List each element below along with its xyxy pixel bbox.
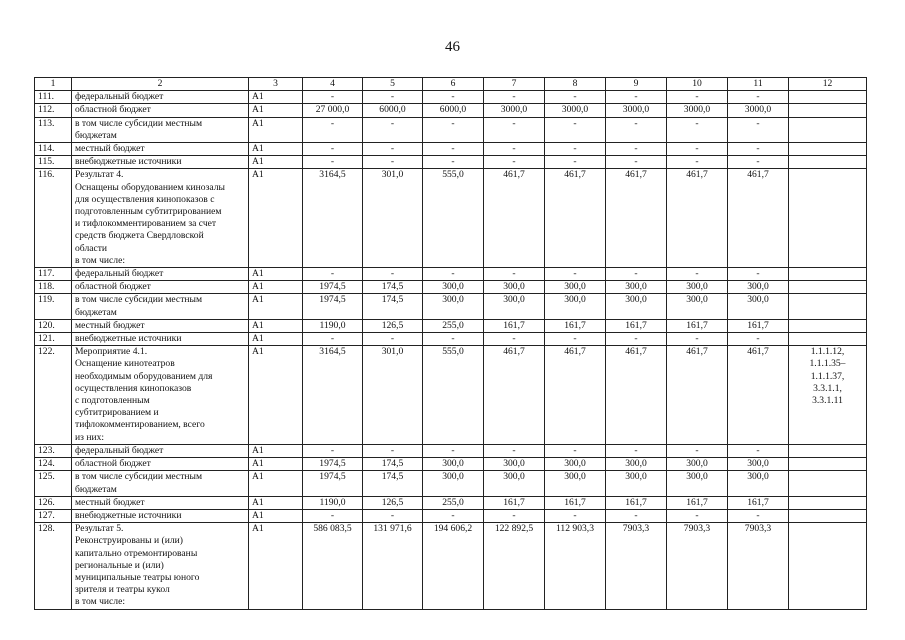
table-row [35, 156, 867, 169]
row-code: А1 [249, 104, 303, 117]
value-cell: 194 606,2 [423, 523, 484, 609]
value-cell: - [303, 509, 363, 522]
table-row [35, 268, 867, 281]
value-cell: 161,7 [606, 319, 667, 332]
row-description: в том числе субсидии местным бюджетам [72, 294, 249, 319]
value-cell: 300,0 [484, 471, 545, 496]
table-body [35, 91, 867, 609]
value-cell: 461,7 [545, 346, 606, 445]
value-cell: 300,0 [423, 281, 484, 294]
row-reference [789, 117, 867, 142]
row-number: 123. [35, 444, 72, 457]
value-cell: - [363, 117, 423, 142]
value-cell: 586 083,5 [303, 523, 363, 609]
value-cell: - [545, 509, 606, 522]
row-reference [789, 143, 867, 156]
value-cell: - [363, 333, 423, 346]
row-description: в том числе субсидии местным бюджетам [72, 471, 249, 496]
value-cell: 300,0 [667, 294, 728, 319]
value-cell: 301,0 [363, 169, 423, 268]
value-cell: - [303, 268, 363, 281]
value-cell: - [303, 117, 363, 142]
table-header-row [35, 78, 867, 91]
value-cell: 300,0 [423, 471, 484, 496]
value-cell: 461,7 [484, 346, 545, 445]
row-code: А1 [249, 268, 303, 281]
row-reference [789, 294, 867, 319]
value-cell: - [484, 333, 545, 346]
value-cell: 1190,0 [303, 496, 363, 509]
row-reference [789, 268, 867, 281]
value-cell: 1190,0 [303, 319, 363, 332]
value-cell: 161,7 [667, 319, 728, 332]
row-number: 122. [35, 346, 72, 445]
header-cell: 3 [249, 78, 303, 91]
row-code: А1 [249, 143, 303, 156]
value-cell: - [545, 143, 606, 156]
row-description: Результат 4. Оснащены оборудованием кинозалы для осуществления кинопоказов с подготовленным субтитрированием и тифлокомментированием за счет средств бюджета Свердловской области в том числе: [72, 169, 249, 268]
value-cell: 300,0 [606, 458, 667, 471]
row-number: 124. [35, 458, 72, 471]
page-number: 46 [445, 39, 460, 55]
value-cell: 3000,0 [484, 104, 545, 117]
value-cell: 122 892,5 [484, 523, 545, 609]
table-row [35, 523, 867, 609]
value-cell: 300,0 [545, 281, 606, 294]
row-description: внебюджетные источники [72, 333, 249, 346]
row-reference [789, 523, 867, 609]
row-number: 127. [35, 509, 72, 522]
row-description: Результат 5. Реконструированы и (или) капитально отремонтированы региональные и (или) муниципальные театры юного зрителя и театры кукол в том числе: [72, 523, 249, 609]
value-cell: 161,7 [484, 319, 545, 332]
value-cell: 3164,5 [303, 346, 363, 445]
value-cell: 161,7 [606, 496, 667, 509]
value-cell: - [484, 143, 545, 156]
row-description: федеральный бюджет [72, 91, 249, 104]
value-cell: 3000,0 [728, 104, 789, 117]
row-description: областной бюджет [72, 104, 249, 117]
row-code: А1 [249, 346, 303, 445]
row-code: А1 [249, 509, 303, 522]
header-cell: 1 [35, 78, 72, 91]
value-cell: 7903,3 [728, 523, 789, 609]
value-cell: - [363, 91, 423, 104]
row-description: областной бюджет [72, 281, 249, 294]
value-cell: 461,7 [606, 169, 667, 268]
value-cell: - [423, 91, 484, 104]
value-cell: 7903,3 [606, 523, 667, 609]
header-cell: 11 [728, 78, 789, 91]
header-cell: 9 [606, 78, 667, 91]
value-cell: 301,0 [363, 346, 423, 445]
value-cell: - [303, 143, 363, 156]
value-cell: 174,5 [363, 281, 423, 294]
row-code: А1 [249, 319, 303, 332]
row-description: внебюджетные источники [72, 156, 249, 169]
value-cell: 161,7 [667, 496, 728, 509]
value-cell: 300,0 [728, 471, 789, 496]
value-cell: 300,0 [484, 458, 545, 471]
value-cell: - [606, 91, 667, 104]
value-cell: - [363, 156, 423, 169]
value-cell: - [728, 91, 789, 104]
row-code: А1 [249, 444, 303, 457]
value-cell: 300,0 [728, 294, 789, 319]
value-cell: - [606, 117, 667, 142]
value-cell: - [606, 156, 667, 169]
value-cell: 131 971,6 [363, 523, 423, 609]
value-cell: 300,0 [423, 458, 484, 471]
value-cell: 255,0 [423, 319, 484, 332]
value-cell: 461,7 [606, 346, 667, 445]
header-cell: 7 [484, 78, 545, 91]
row-number: 118. [35, 281, 72, 294]
row-number: 126. [35, 496, 72, 509]
row-description: внебюджетные источники [72, 509, 249, 522]
value-cell: 555,0 [423, 346, 484, 445]
value-cell: 27 000,0 [303, 104, 363, 117]
value-cell: - [363, 268, 423, 281]
value-cell: 461,7 [545, 169, 606, 268]
value-cell: 300,0 [606, 294, 667, 319]
value-cell: 161,7 [484, 496, 545, 509]
row-reference [789, 104, 867, 117]
value-cell: - [303, 91, 363, 104]
table-row [35, 333, 867, 346]
value-cell: - [363, 143, 423, 156]
row-code: А1 [249, 91, 303, 104]
table-row [35, 444, 867, 457]
row-reference [789, 509, 867, 522]
row-reference [789, 333, 867, 346]
value-cell: 3164,5 [303, 169, 363, 268]
row-number: 111. [35, 91, 72, 104]
value-cell: 3000,0 [667, 104, 728, 117]
value-cell: - [545, 333, 606, 346]
value-cell: 300,0 [667, 471, 728, 496]
value-cell: - [484, 91, 545, 104]
value-cell: - [363, 444, 423, 457]
table-row [35, 458, 867, 471]
table-row [35, 117, 867, 142]
value-cell: 174,5 [363, 471, 423, 496]
value-cell: 161,7 [545, 319, 606, 332]
budget-table [34, 77, 867, 610]
value-cell: 6000,0 [363, 104, 423, 117]
value-cell: 126,5 [363, 319, 423, 332]
value-cell: - [667, 117, 728, 142]
table-row [35, 471, 867, 496]
value-cell: 461,7 [484, 169, 545, 268]
value-cell: 3000,0 [606, 104, 667, 117]
value-cell: - [484, 117, 545, 142]
value-cell: - [423, 444, 484, 457]
row-code: А1 [249, 333, 303, 346]
value-cell: - [728, 444, 789, 457]
value-cell: 1974,5 [303, 294, 363, 319]
value-cell: 1974,5 [303, 458, 363, 471]
row-description: Мероприятие 4.1. Оснащение кинотеатров необходимым оборудованием для осуществления кинопоказов с подготовленным субтитрированием и тифлокомментированием, всего из них: [72, 346, 249, 445]
header-cell: 8 [545, 78, 606, 91]
row-code: А1 [249, 458, 303, 471]
row-reference: 1.1.1.12, 1.1.1.35– 1.1.1.37, 3.3.1.1, 3.3.1.11 [789, 346, 867, 445]
row-reference [789, 458, 867, 471]
value-cell: - [545, 91, 606, 104]
row-reference [789, 281, 867, 294]
value-cell: 461,7 [667, 169, 728, 268]
row-code: А1 [249, 169, 303, 268]
value-cell: 300,0 [545, 471, 606, 496]
value-cell: - [667, 509, 728, 522]
row-number: 128. [35, 523, 72, 609]
table-row [35, 281, 867, 294]
value-cell: 300,0 [606, 471, 667, 496]
value-cell: 161,7 [728, 496, 789, 509]
value-cell: 461,7 [728, 169, 789, 268]
value-cell: 461,7 [667, 346, 728, 445]
value-cell: 300,0 [728, 458, 789, 471]
row-reference [789, 319, 867, 332]
value-cell: - [728, 156, 789, 169]
row-description: областной бюджет [72, 458, 249, 471]
value-cell: - [423, 143, 484, 156]
value-cell: 300,0 [484, 294, 545, 319]
value-cell: 112 903,3 [545, 523, 606, 609]
value-cell: 461,7 [728, 346, 789, 445]
value-cell: 300,0 [728, 281, 789, 294]
value-cell: - [728, 268, 789, 281]
value-cell: - [667, 333, 728, 346]
value-cell: 174,5 [363, 458, 423, 471]
value-cell: - [423, 156, 484, 169]
table-row [35, 169, 867, 268]
row-description: федеральный бюджет [72, 268, 249, 281]
row-reference [789, 444, 867, 457]
value-cell: - [667, 444, 728, 457]
value-cell: 300,0 [667, 281, 728, 294]
value-cell: - [606, 444, 667, 457]
table-row [35, 294, 867, 319]
row-code: А1 [249, 496, 303, 509]
row-reference [789, 156, 867, 169]
value-cell: - [423, 509, 484, 522]
row-number: 117. [35, 268, 72, 281]
value-cell: 3000,0 [545, 104, 606, 117]
header-cell: 4 [303, 78, 363, 91]
value-cell: 174,5 [363, 294, 423, 319]
value-cell: 300,0 [606, 281, 667, 294]
value-cell: - [606, 509, 667, 522]
table-row [35, 319, 867, 332]
value-cell: - [545, 117, 606, 142]
row-number: 116. [35, 169, 72, 268]
row-number: 112. [35, 104, 72, 117]
value-cell: - [728, 117, 789, 142]
value-cell: 300,0 [484, 281, 545, 294]
row-code: А1 [249, 523, 303, 609]
value-cell: - [606, 333, 667, 346]
row-reference [789, 471, 867, 496]
value-cell: - [484, 156, 545, 169]
row-description: в том числе субсидии местным бюджетам [72, 117, 249, 142]
value-cell: - [484, 268, 545, 281]
value-cell: - [667, 268, 728, 281]
value-cell: 300,0 [423, 294, 484, 319]
value-cell: 1974,5 [303, 471, 363, 496]
row-code: А1 [249, 281, 303, 294]
value-cell: - [484, 509, 545, 522]
header-cell: 6 [423, 78, 484, 91]
row-code: А1 [249, 156, 303, 169]
value-cell: - [606, 268, 667, 281]
table-row [35, 143, 867, 156]
value-cell: - [728, 333, 789, 346]
row-description: местный бюджет [72, 143, 249, 156]
value-cell: 300,0 [545, 458, 606, 471]
value-cell: - [303, 444, 363, 457]
value-cell: 300,0 [545, 294, 606, 319]
row-number: 119. [35, 294, 72, 319]
row-reference [789, 91, 867, 104]
value-cell: - [484, 444, 545, 457]
value-cell: - [667, 156, 728, 169]
table-row [35, 91, 867, 104]
row-number: 113. [35, 117, 72, 142]
value-cell: - [606, 143, 667, 156]
value-cell: - [363, 509, 423, 522]
row-code: А1 [249, 471, 303, 496]
row-number: 125. [35, 471, 72, 496]
table-row [35, 509, 867, 522]
value-cell: 1974,5 [303, 281, 363, 294]
row-description: местный бюджет [72, 319, 249, 332]
row-code: А1 [249, 294, 303, 319]
value-cell: - [545, 268, 606, 281]
table-row [35, 496, 867, 509]
value-cell: 7903,3 [667, 523, 728, 609]
value-cell: - [667, 143, 728, 156]
value-cell: - [545, 156, 606, 169]
value-cell: - [728, 143, 789, 156]
value-cell: 6000,0 [423, 104, 484, 117]
row-description: федеральный бюджет [72, 444, 249, 457]
value-cell: - [667, 91, 728, 104]
row-number: 114. [35, 143, 72, 156]
value-cell: 255,0 [423, 496, 484, 509]
value-cell: 161,7 [545, 496, 606, 509]
value-cell: - [545, 444, 606, 457]
value-cell: 300,0 [667, 458, 728, 471]
row-description: местный бюджет [72, 496, 249, 509]
value-cell: - [303, 156, 363, 169]
header-cell: 5 [363, 78, 423, 91]
header-cell: 12 [789, 78, 867, 91]
header-cell: 2 [72, 78, 249, 91]
table-row [35, 104, 867, 117]
value-cell: - [303, 333, 363, 346]
row-number: 120. [35, 319, 72, 332]
row-number: 115. [35, 156, 72, 169]
value-cell: - [423, 268, 484, 281]
value-cell: 555,0 [423, 169, 484, 268]
table-row [35, 346, 867, 445]
value-cell: - [728, 509, 789, 522]
value-cell: - [423, 333, 484, 346]
value-cell: - [423, 117, 484, 142]
header-cell: 10 [667, 78, 728, 91]
value-cell: 161,7 [728, 319, 789, 332]
row-code: А1 [249, 117, 303, 142]
row-reference [789, 169, 867, 268]
row-reference [789, 496, 867, 509]
value-cell: 126,5 [363, 496, 423, 509]
row-number: 121. [35, 333, 72, 346]
